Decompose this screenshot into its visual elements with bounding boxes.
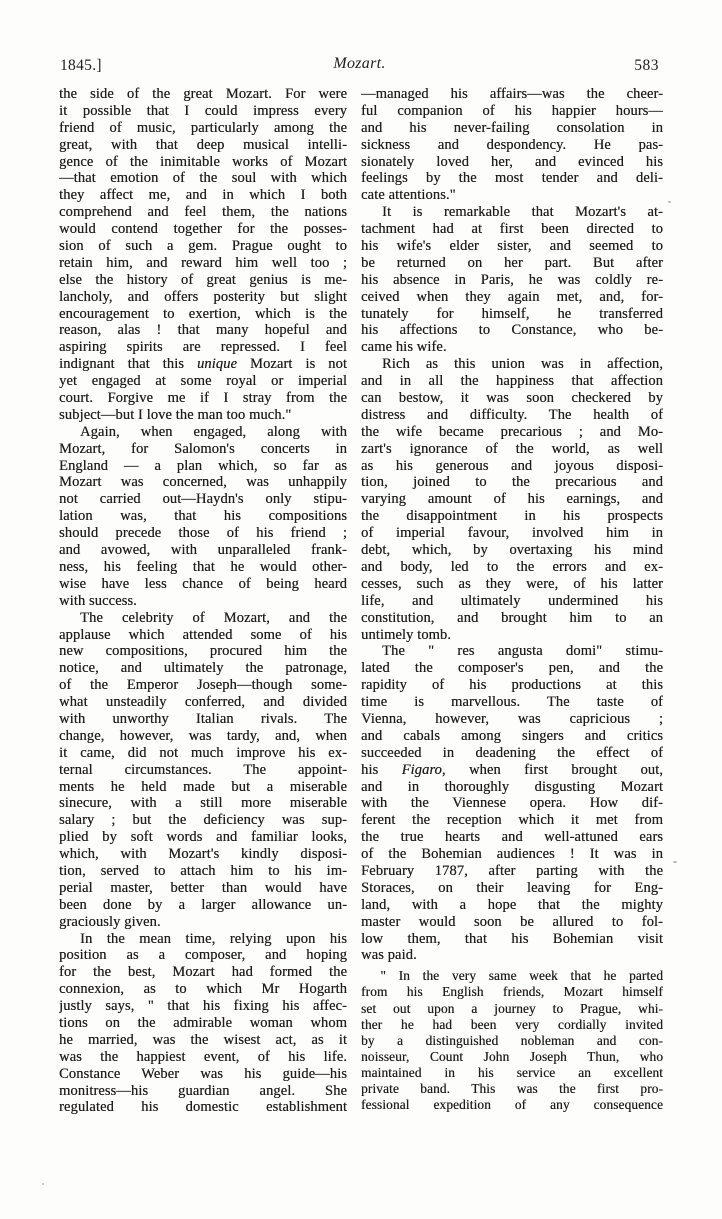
text-line: ments he held made but a miserable xyxy=(59,778,347,795)
text-line: would contend together for the posses- xyxy=(59,221,347,238)
text-line: sinecure, with a still more miserable xyxy=(59,795,347,812)
text-line: he married, was the wisest act, as it xyxy=(59,1031,347,1048)
paragraph xyxy=(59,86,347,424)
text-line: aspiring spirits are repressed. I feel xyxy=(59,339,347,356)
text-line: of the Bohemian audiences ! It was in xyxy=(361,846,663,863)
text-line: sionately loved her, and evinced his xyxy=(361,153,663,170)
text-line: his affections to Constance, who be- xyxy=(361,322,663,339)
text-line: The " res angusta domi" stimu- xyxy=(382,643,663,660)
text-line: lation was, that his compositions xyxy=(59,508,347,525)
text-line: reason, alas ! that many hopeful and xyxy=(59,322,347,339)
text-line: zart's ignorance of the world, as well xyxy=(361,440,663,457)
text-line: ther he had been very cordially invited xyxy=(361,1016,663,1032)
page-header xyxy=(60,57,659,77)
text-line: of the Emperor Joseph—though some- xyxy=(59,677,347,694)
text-line: lancholy, and offers posterity but slight xyxy=(59,288,347,305)
scan-speck xyxy=(42,1183,44,1185)
text-line: private band. This was the first pro- xyxy=(361,1080,663,1096)
text-line: by a distinguished nobleman and con- xyxy=(361,1032,663,1048)
text-line: and his never-failing consolation in xyxy=(361,119,663,136)
text-line: his absence in Paris, he was coldly re- xyxy=(361,271,663,288)
text-line: yet engaged at some royal or imperial xyxy=(59,373,347,390)
text-line: regulated his domestic establishment xyxy=(59,1099,347,1116)
text-line: noisseur, Count John Joseph Thun, who xyxy=(361,1048,663,1064)
paragraph xyxy=(361,356,663,643)
text-line: lated the composer's pen, and the xyxy=(361,660,663,677)
text-line: tion, joined to the precarious and xyxy=(361,474,663,491)
text-line: with success. xyxy=(59,592,137,609)
text-line: notice, and ultimately the patronage, xyxy=(59,660,347,677)
text-line: retain him, and reward him well too ; xyxy=(59,254,347,271)
text-line: February 1787, after parting with the xyxy=(361,862,663,879)
text-line: rapidity of his productions at this xyxy=(361,677,663,694)
scan-speck xyxy=(668,201,671,203)
text-line: untimely tomb. xyxy=(361,626,452,643)
text-line: was the happiest event, of his life. xyxy=(59,1048,347,1065)
text-line: been done by a larger allowance un- xyxy=(59,896,347,913)
text-line: new compositions, procured him the xyxy=(59,643,347,660)
text-line: life, and ultimately undermined his xyxy=(361,592,663,609)
text-line: tion, served to attach him to his im- xyxy=(59,862,347,879)
text-line: court. Forgive me if I stray from the xyxy=(59,390,347,407)
text-line: as his generous and joyous disposi- xyxy=(361,457,663,474)
text-line: tunately for himself, he transferred xyxy=(361,305,663,322)
text-line: sickness and despondency. He pas- xyxy=(361,136,663,153)
text-line: tions on the admirable woman whom xyxy=(59,1014,347,1031)
text-line: feelings by the most tender and deli- xyxy=(361,170,663,187)
text-line: set out upon a journey to Prague, whi- xyxy=(361,1000,663,1016)
text-line: ness, his feeling that he would other- xyxy=(59,558,347,575)
text-line: comprehend and feel them, the nations xyxy=(59,204,347,221)
text-line: else the history of great genius is me- xyxy=(59,271,347,288)
text-line: justly says, " that his fixing his affec- xyxy=(59,998,347,1015)
paragraph xyxy=(361,86,663,204)
italic-text: unique xyxy=(196,356,238,373)
text-line: which, with Mozart's kindly disposi- xyxy=(59,846,347,863)
left-column xyxy=(59,86,347,1116)
text-line: monitress—his guardian angel. She xyxy=(59,1082,347,1099)
block-quote-paragraph xyxy=(361,968,663,1113)
text-line: time is marvellous. The taste of xyxy=(361,694,663,711)
text-line: position as a composer, and hoping xyxy=(59,947,347,964)
text-line: Again, when engaged, along with xyxy=(80,423,347,440)
text-line: should precede those of his friend ; xyxy=(59,525,347,542)
text-line: and avowed, with unparalleled frank- xyxy=(59,542,347,559)
text-line: and in thoroughly disgusting Mozart xyxy=(361,778,663,795)
text-line: change, however, was tardy, and, when xyxy=(59,727,347,744)
text-line: connexion, as to which Mr Hogarth xyxy=(59,981,347,998)
paragraph xyxy=(361,204,663,356)
text-line: Mozart, for Salomon's concerts in xyxy=(59,440,347,457)
text-line: what unsteadily conferred, and divided xyxy=(59,694,347,711)
text-line: perial master, better than would have xyxy=(59,879,347,896)
paragraph xyxy=(59,610,347,931)
text-line: Rich as this union was in affection, xyxy=(382,356,663,373)
text-line: came his wife. xyxy=(361,339,447,356)
text-columns xyxy=(59,86,663,1116)
text-line: his Figaro, when first brought out, xyxy=(361,761,663,778)
text-line: wise have less chance of being heard xyxy=(59,575,347,592)
text-line: of imperial favour, involved him in xyxy=(361,525,663,542)
text-line: and body, led to the errors and ex- xyxy=(361,558,663,575)
text-line: Mozart was concerned, was unhappily xyxy=(59,474,347,491)
text-line: succeeded in deadening the effect of xyxy=(361,744,663,761)
text-line: constitution, and brought him to an xyxy=(361,609,663,626)
text-line: varying amount of his earnings, and xyxy=(361,491,663,508)
text-line: The celebrity of Mozart, and the xyxy=(80,609,347,626)
text-line: for the best, Mozart had formed the xyxy=(59,964,347,981)
text-line: the side of the great Mozart. For were xyxy=(59,86,347,102)
text-line: applause which attended some of his xyxy=(59,626,347,643)
text-line: —managed his affairs—was the cheer- xyxy=(361,86,663,102)
text-line: indignant that this unique Mozart is not xyxy=(59,356,347,373)
text-line: friend of music, particularly among the xyxy=(59,119,347,136)
text-line: subject—but I love the man too much." xyxy=(59,406,292,423)
text-line: with the Viennese opera. How dif- xyxy=(361,795,663,812)
text-line: It is remarkable that Mozart's at- xyxy=(382,204,663,221)
text-line: In the mean time, relying upon his xyxy=(80,930,347,947)
text-line: was paid. xyxy=(361,947,417,964)
text-line: salary ; but the deficiency was sup- xyxy=(59,812,347,829)
text-line: the true hearts and well-attuned ears xyxy=(361,829,663,846)
header-year: 1845.] xyxy=(60,57,102,74)
text-line: and cabals among singers and critics xyxy=(361,727,663,744)
text-line: land, with a hope that the mighty xyxy=(361,896,663,913)
header-running-title: Mozart. xyxy=(333,55,386,72)
text-line: cesses, such as they were, of his latter xyxy=(361,575,663,592)
text-line: master would soon be allured to fol- xyxy=(361,913,663,930)
text-line: with unworthy Italian rivals. The xyxy=(59,710,347,727)
text-line: graciously given. xyxy=(59,913,161,930)
text-line: —that emotion of the soul with which xyxy=(59,170,347,187)
right-column xyxy=(361,86,663,1116)
text-line: not carried out—Haydn's only stipu- xyxy=(59,491,347,508)
text-line: ferent the reception which it met from xyxy=(361,812,663,829)
text-line: encouragement to exertion, which is the xyxy=(59,305,347,322)
text-line: maintained in his service an excellent xyxy=(361,1064,663,1080)
paragraph xyxy=(361,643,663,964)
text-line: and in all the happiness that affection xyxy=(361,373,663,390)
text-line: his wife's elder sister, and seemed to xyxy=(361,238,663,255)
text-line: from his English friends, Mozart himself xyxy=(361,984,663,1000)
text-line: Vienna, however, was capricious ; xyxy=(361,710,663,727)
text-line: England — a plan which, so far as xyxy=(59,457,347,474)
text-line: the disappointment in his prospects xyxy=(361,508,663,525)
scan-speck xyxy=(673,861,677,863)
text-line: distress and difficulty. The health of xyxy=(361,406,663,423)
text-line: ternal circumstances. The appoint- xyxy=(59,761,347,778)
text-line: fessional expedition of any consequence xyxy=(361,1097,663,1113)
text-line: sion of such a gem. Prague ought to xyxy=(59,238,347,255)
paragraph xyxy=(59,424,347,610)
text-line: it possible that I could impress every xyxy=(59,102,347,119)
header-page-number: 583 xyxy=(634,57,659,74)
text-line: debt, which, by overtaxing his mind xyxy=(361,542,663,559)
text-line: ceived when they again met, and, for- xyxy=(361,288,663,305)
text-line: tachment had at first been directed to xyxy=(361,221,663,238)
text-line: the wife became precarious ; and Mo- xyxy=(361,423,663,440)
text-line: gence of the inimitable works of Mozart xyxy=(59,153,347,170)
text-line: can bestow, it was soon checkered by xyxy=(361,390,663,407)
text-line: they affect me, and in which I both xyxy=(59,187,347,204)
text-line: Storaces, on their leaving for Eng- xyxy=(361,879,663,896)
text-line: " In the very same week that he parted xyxy=(380,968,663,984)
text-line: be returned on her part. But after xyxy=(361,254,663,271)
italic-text: Figaro xyxy=(401,761,442,778)
text-line: cate attentions." xyxy=(361,187,456,204)
paragraph xyxy=(59,931,347,1117)
text-line: Constance Weber was his guide—his xyxy=(59,1065,347,1082)
text-line: plied by soft words and familiar looks, xyxy=(59,829,347,846)
text-line: great, with that deep musical intelli- xyxy=(59,136,347,153)
text-line: low them, that his Bohemian visit xyxy=(361,930,663,947)
text-line: ful companion of his happier hours— xyxy=(361,102,663,119)
text-line: it came, did not much improve his ex- xyxy=(59,744,347,761)
